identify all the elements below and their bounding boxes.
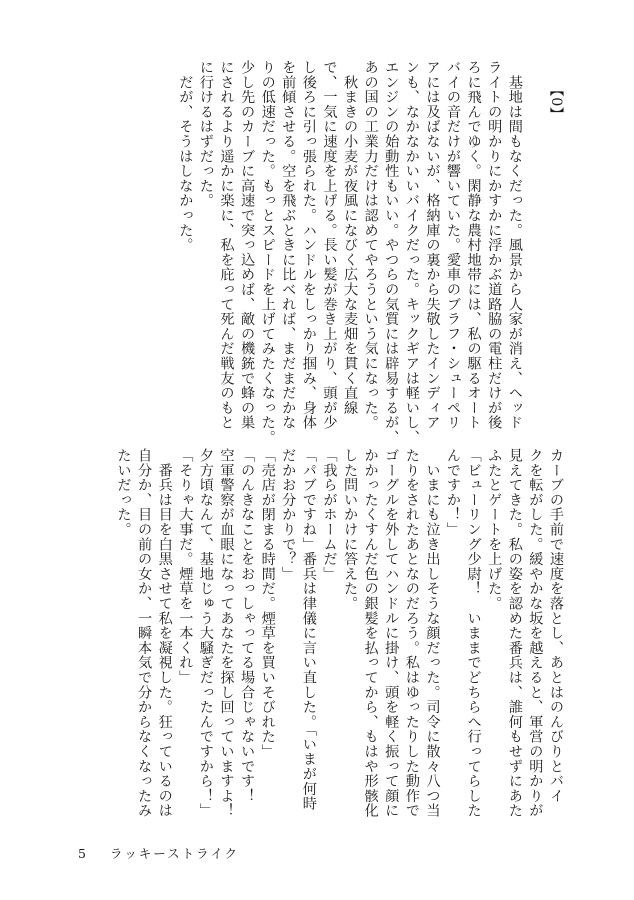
text-line: 「ビューリング少尉！ いままでどちらへ行ってらした [465, 448, 482, 818]
text-line: を前傾させる。空を飛ぶときに比べれば、まだまだかな [280, 60, 297, 430]
text-line: 「そりゃ大事だ。煙草を一本くれ」 [177, 448, 194, 685]
text-line: 「パブですね」番兵は律儀に言い直した。「いまが何時 [300, 448, 317, 811]
text-line: ゴーグルを外してハンドルに掛け、頭を軽く振って顔に [383, 448, 400, 818]
text-line: 夕方頃なんて、基地じゅう大騒ぎだったんですから！」 [197, 448, 214, 818]
text-line: 【0】 [548, 60, 564, 122]
top-text-block [175, 60, 566, 445]
text-line: 「我らがホームだ」 [321, 448, 338, 582]
text-line: エンジンの始動性もいい。やつらの気質には辟易するが、 [383, 60, 400, 445]
text-line [525, 60, 546, 420]
text-line: ライトの明かりにかすかに浮かぶ道路脇の電柱だけが後 [486, 60, 503, 430]
text-line: だかお分かりで？」 [280, 448, 297, 582]
text-line: バイの音だけが響いていた。愛車のブラフ・シューペリ [445, 60, 462, 430]
text-line: かかったくすんだ色の銀髪を払ってから、もはや形骸化 [362, 448, 379, 818]
text-line: にされるより遥かに楽に、私を庇って死んだ戦友のもと [218, 60, 235, 430]
page-number: 5 [78, 846, 88, 861]
book-title: ラッキーストライク [109, 846, 239, 861]
text-line: たりをされたあとなのだろう。私はゆったりした動作で [403, 448, 420, 818]
text-line: ふたとゲートを上げた。 [486, 448, 503, 611]
text-line: 見えてきた。私の姿を認めた番兵は、誰何もせずにあた [506, 448, 523, 818]
text-line: ンも、なかなかいいバイクだった。キックギアは軽いし、 [403, 60, 420, 445]
text-line: 少し先のカーブに高速で突っ込めば、敵の機銃で蜂の巣 [239, 60, 256, 430]
text-line: 基地は間もなくだった。風景から人家が消え、ヘッド [506, 60, 523, 430]
text-line: 空軍警察が血眼になってあなたを探し回っていますよ！ [218, 448, 235, 818]
text-line: カーブの手前で速度を落とし、あとはのんびりとバイ [548, 448, 564, 804]
text-line: に行けるはずだった。 [197, 60, 214, 208]
text-line: 「売店が閉まる時間だ。煙草を買いそびれた」 [259, 448, 276, 759]
text-line: あの国の工業力だけは認めてやろうという気になった。 [362, 60, 379, 430]
text-line: クを転がした。緩やかな坂を越えると、軍営の明かりが [527, 448, 544, 818]
text-line: ろに飛んでゆく。閑静な農村地帯には、私の駆るオート [465, 60, 482, 430]
text-line: 自分か、目の前の女か、一瞬本気で分からなくなったみ [136, 448, 153, 818]
page-footer [78, 844, 255, 862]
text-line: 番兵は目を白黒させて私を凝視した。狂っているのは [156, 448, 173, 818]
text-line: 「のんきなことをおっしゃってる場合じゃないです！ [239, 448, 256, 804]
text-line: いまにも泣き出しそうな顔だった。司令に散々八つ当 [424, 448, 441, 818]
bottom-text-block [113, 448, 566, 818]
text-line: りの低速だった。もっとスピードを上げてみたくなった。 [259, 60, 276, 445]
text-line: 秋まきの小麦が夜風になびく広大な麦畑を貫く直線 [342, 60, 359, 416]
text-line: した問いかけに答えた。 [342, 448, 359, 611]
text-line: たいだった。 [115, 448, 132, 537]
text-line: アには及ばないが、格納庫の裏から失敬したインディア [424, 60, 441, 430]
text-line: で、一気に速度を上げる。長い髪が巻き上がり、頭が少 [321, 60, 338, 430]
text-line: し後ろに引っ張られた。ハンドルをしっかり掴み、身体 [300, 60, 317, 430]
text-line: んですか！」 [445, 448, 462, 537]
text-line: だが、そうはしなかった。 [177, 60, 194, 253]
